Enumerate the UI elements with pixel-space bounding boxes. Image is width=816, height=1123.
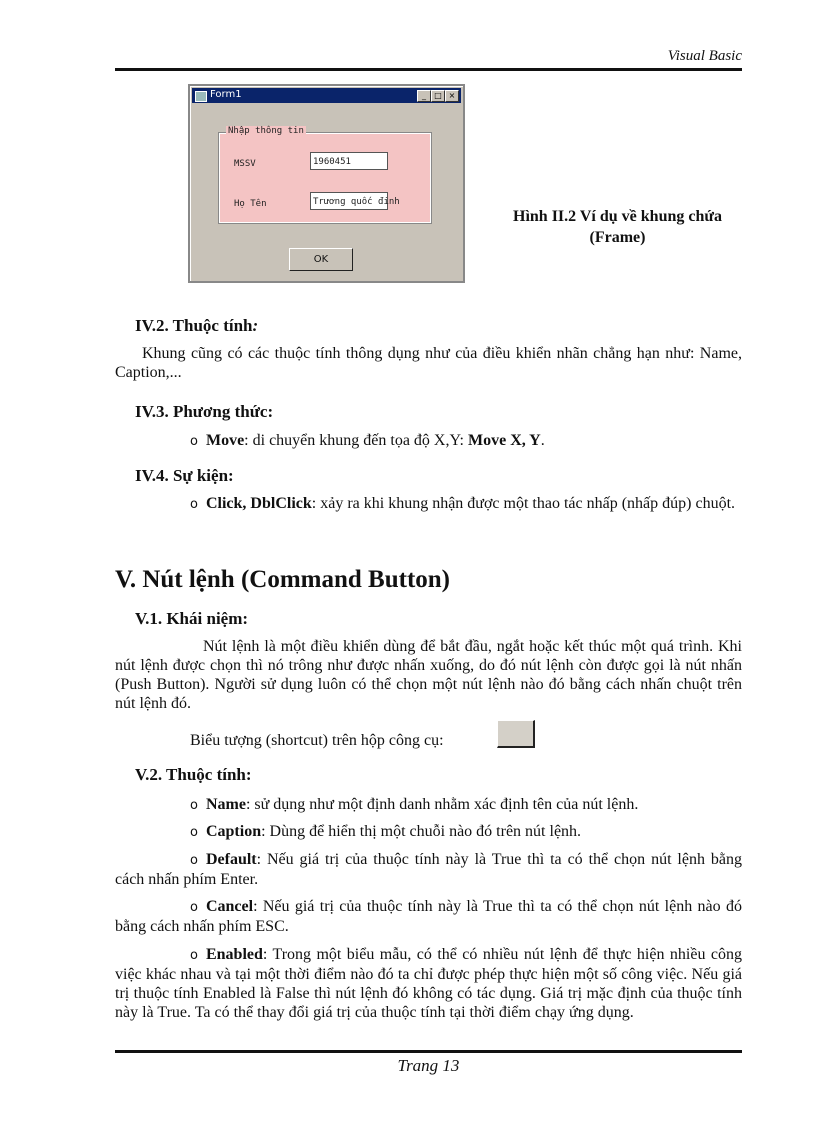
caption-line2: (Frame) — [589, 229, 646, 246]
section-v1-title: V.1. Khái niệm: — [135, 609, 249, 628]
frame-caption: Nhập thông tin — [228, 126, 304, 136]
frame-control — [219, 126, 431, 223]
v2-item-caption: o Caption: Dùng để hiển thị một chuỗi nào đó trên nút lệnh. — [190, 823, 582, 840]
section-v1-shortcut: Biểu tượng (shortcut) trên hộp công cụ: — [190, 732, 444, 749]
section-iv2-title: IV.2. Thuộc tính: — [135, 316, 259, 335]
section-v2-title: V.2. Thuộc tính: — [135, 765, 252, 784]
form-screenshot — [188, 84, 465, 283]
v2-item-cancel: o Cancel: Nếu giá trị của thuộc tính này là True thì ta có thể chọn nút lệnh nào đó bằng cách nhấn phím ESC. — [115, 898, 742, 935]
mssv-textbox: 1960451 — [310, 152, 388, 170]
bullet-icon: o — [190, 900, 198, 915]
page-footer: Trang 13 — [397, 1056, 460, 1075]
mssv-label: MSSV — [234, 159, 256, 169]
bullet-icon: o — [190, 825, 198, 840]
close-icon: × — [445, 90, 459, 102]
section-iv4-bullet: o Click, DblClick: xảy ra khi khung nhận được một thao tác nhấp (nhấp đúp) chuột. — [190, 495, 736, 512]
section-iv2-text: Khung cũng có các thuộc tính thông dụng như của điều khiển nhãn chẳng hạn như: Name, Caption,... — [115, 345, 742, 381]
section-iv3-bullet: o Move: di chuyển khung đến tọa độ X,Y: Move X, Y. — [190, 432, 545, 449]
maximize-icon: □ — [431, 90, 445, 102]
footer-rule — [115, 1050, 742, 1053]
hoten-label: Họ Tên — [234, 199, 267, 209]
form-title: Form1 — [210, 89, 242, 100]
ok-button: OK — [289, 248, 353, 271]
bullet-icon: o — [190, 948, 198, 963]
v2-item-enabled: o Enabled: Trong một biểu mẫu, có thể có nhiều nút lệnh để thực hiện nhiều công việc khác nhau và tại một thời điểm nào đó ta chỉ được phép thực hiện một số công việc. Nếu giá trị thuộc tính Enabled là False thì nút lệnh đó không có tác dụng. Giá trị mặc định của thuộc tính này là True. Ta có thể thay đổi giá trị của thuộc tính tại thời điểm chạy ứng dụng. — [115, 946, 742, 1021]
section-v1-text: Nút lệnh là một điều khiển dùng để bắt đầu, ngắt hoặc kết thúc một quá trình. Khi nút lệnh được chọn thì nó trông như được nhấn xuống, do đó nút lệnh còn được gọi là nút nhấn (Push Button). Người sử dụng luôn có thể chọn một nút lệnh nào đó bằng cách nhấn chuột trên nút lệnh đó. — [115, 638, 742, 712]
section-iv3-title: IV.3. Phương thức: — [135, 402, 274, 421]
section-v-title: V. Nút lệnh (Command Button) — [115, 566, 451, 593]
header-rule — [115, 68, 742, 71]
minimize-icon: _ — [417, 90, 431, 102]
figure-caption — [495, 206, 740, 248]
bullet-icon: o — [190, 434, 198, 449]
v2-item-name: o Name: sử dụng như một định danh nhằm xác định tên của nút lệnh. — [190, 796, 639, 813]
v2-item-default: o Default: Nếu giá trị của thuộc tính này là True thì ta có thể chọn nút lệnh bằng cách nhấn phím Enter. — [115, 851, 742, 888]
bullet-icon: o — [190, 798, 198, 813]
command-button-toolbox-icon — [497, 720, 535, 748]
hoten-textbox: Trương quốc đinh — [310, 192, 388, 210]
form-icon — [195, 91, 207, 102]
bullet-icon: o — [190, 853, 198, 868]
section-iv4-title: IV.4. Sự kiện: — [135, 466, 234, 485]
bullet-icon: o — [190, 497, 198, 512]
form-titlebar — [192, 88, 461, 103]
page-header: Visual Basic — [667, 48, 742, 64]
caption-line1: Hình II.2 Ví dụ về khung chứa — [513, 208, 722, 225]
